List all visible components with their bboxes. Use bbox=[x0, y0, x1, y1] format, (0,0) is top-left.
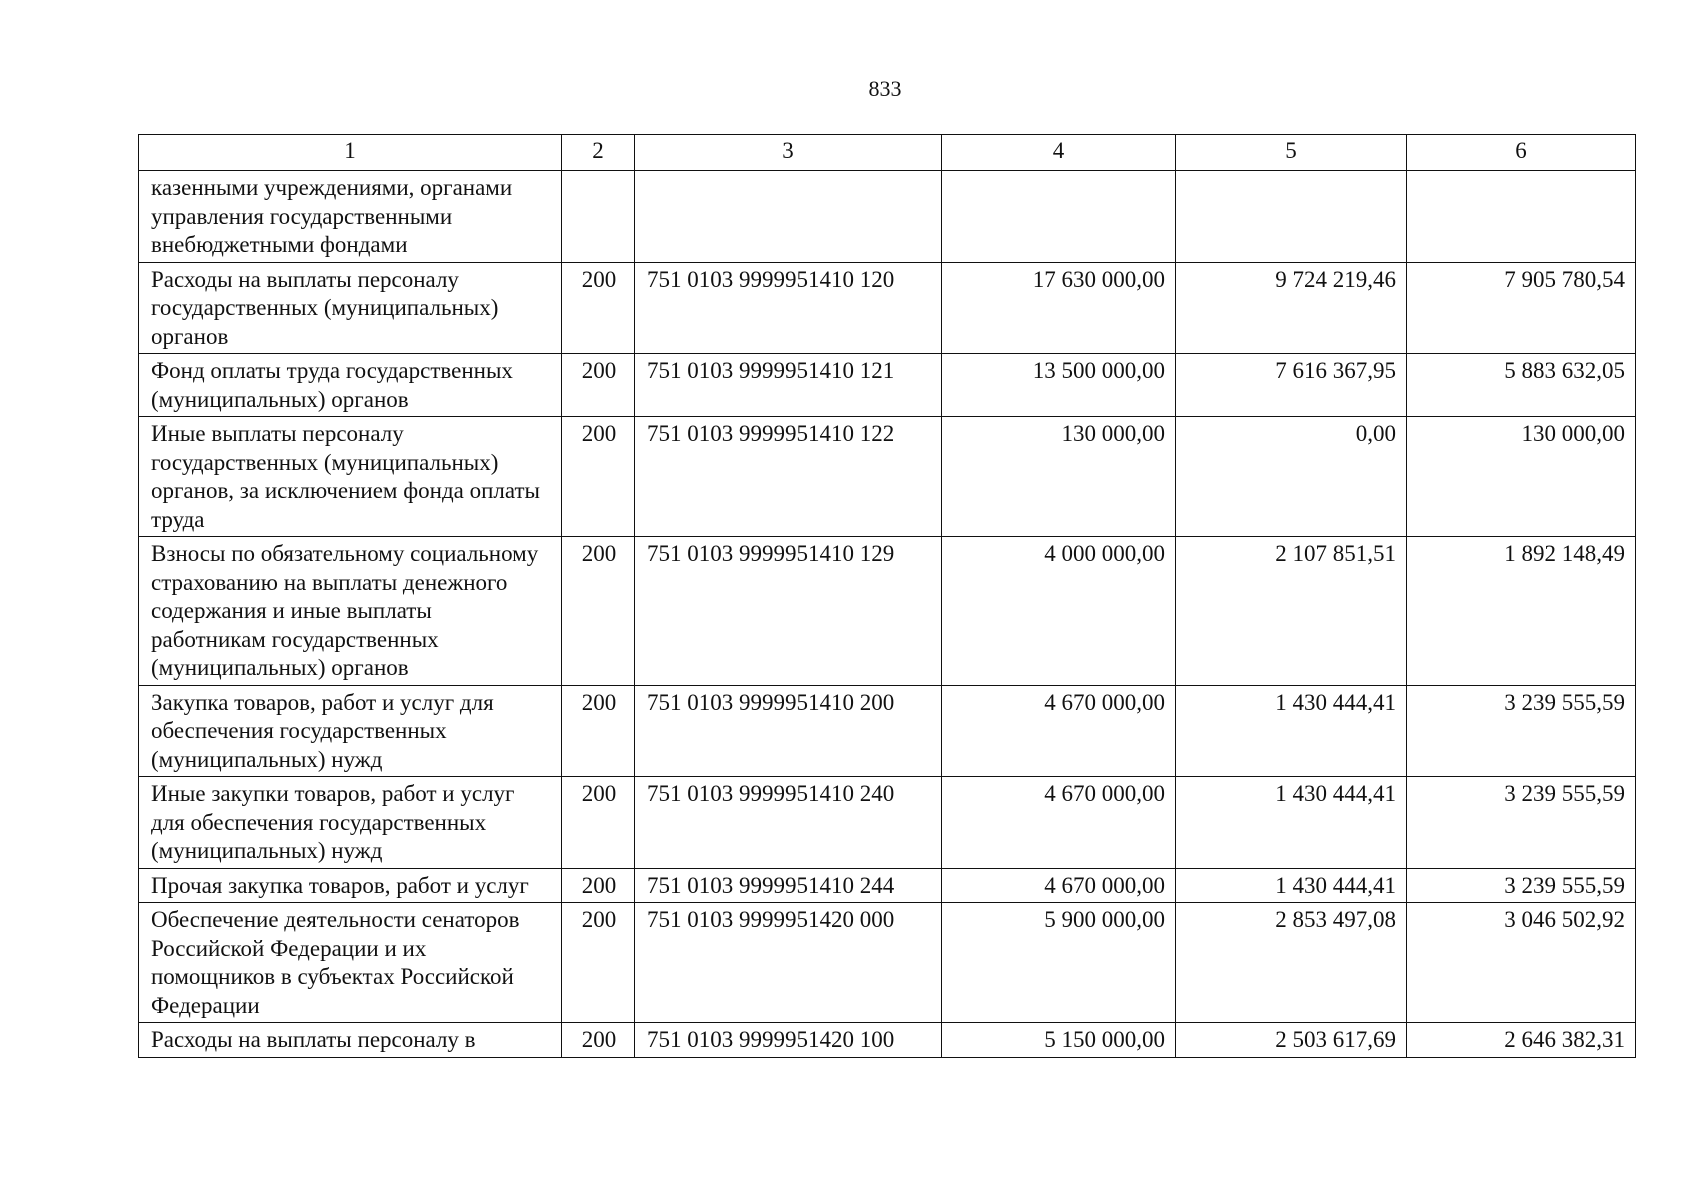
budget-code-cell: 751 0103 9999951410 129 bbox=[635, 537, 942, 686]
line-code-cell: 200 bbox=[562, 262, 635, 354]
table-row bbox=[139, 685, 1636, 777]
expense-name-cell: Обеспечение деятельности сенаторов Российской Федерации и их помощников в субъектах Российской Федерации bbox=[139, 903, 562, 1023]
approved-amount-cell: 4 670 000,00 bbox=[942, 868, 1176, 903]
column-header: 5 bbox=[1176, 135, 1407, 171]
table-row bbox=[139, 903, 1636, 1023]
approved-amount-cell: 17 630 000,00 bbox=[942, 262, 1176, 354]
budget-code-cell: 751 0103 9999951420 000 bbox=[635, 903, 942, 1023]
table-row bbox=[139, 171, 1636, 263]
unexecuted-amount-cell: 3 046 502,92 bbox=[1407, 903, 1636, 1023]
budget-code-cell: 751 0103 9999951410 120 bbox=[635, 262, 942, 354]
executed-amount-cell: 2 853 497,08 bbox=[1176, 903, 1407, 1023]
column-header: 3 bbox=[635, 135, 942, 171]
unexecuted-amount-cell: 3 239 555,59 bbox=[1407, 868, 1636, 903]
expense-name-cell: Иные закупки товаров, работ и услуг для обеспечения государственных (муниципальных) нужд bbox=[139, 777, 562, 869]
unexecuted-amount-cell: 2 646 382,31 bbox=[1407, 1023, 1636, 1058]
approved-amount-cell: 4 000 000,00 bbox=[942, 537, 1176, 686]
budget-execution-table bbox=[138, 134, 1636, 1058]
executed-amount-cell: 2 107 851,51 bbox=[1176, 537, 1407, 686]
executed-amount-cell: 1 430 444,41 bbox=[1176, 868, 1407, 903]
line-code-cell: 200 bbox=[562, 1023, 635, 1058]
column-header: 4 bbox=[942, 135, 1176, 171]
approved-amount-cell: 5 900 000,00 bbox=[942, 903, 1176, 1023]
expense-name-cell: Закупка товаров, работ и услуг для обеспечения государственных (муниципальных) нужд bbox=[139, 685, 562, 777]
budget-code-cell: 751 0103 9999951410 122 bbox=[635, 417, 942, 537]
line-code-cell: 200 bbox=[562, 777, 635, 869]
approved-amount-cell bbox=[942, 171, 1176, 263]
expense-name-cell: Иные выплаты персоналу государственных (муниципальных) органов, за исключением фонда оплаты труда bbox=[139, 417, 562, 537]
line-code-cell: 200 bbox=[562, 417, 635, 537]
unexecuted-amount-cell: 3 239 555,59 bbox=[1407, 685, 1636, 777]
budget-code-cell: 751 0103 9999951420 100 bbox=[635, 1023, 942, 1058]
unexecuted-amount-cell: 1 892 148,49 bbox=[1407, 537, 1636, 686]
executed-amount-cell: 7 616 367,95 bbox=[1176, 354, 1407, 417]
line-code-cell: 200 bbox=[562, 685, 635, 777]
line-code-cell: 200 bbox=[562, 868, 635, 903]
expense-name-cell: Прочая закупка товаров, работ и услуг bbox=[139, 868, 562, 903]
table-row bbox=[139, 537, 1636, 686]
line-code-cell: 200 bbox=[562, 903, 635, 1023]
table-row bbox=[139, 777, 1636, 869]
executed-amount-cell: 1 430 444,41 bbox=[1176, 685, 1407, 777]
unexecuted-amount-cell: 5 883 632,05 bbox=[1407, 354, 1636, 417]
budget-code-cell: 751 0103 9999951410 240 bbox=[635, 777, 942, 869]
page-number: 833 bbox=[868, 76, 902, 101]
unexecuted-amount-cell bbox=[1407, 171, 1636, 263]
approved-amount-cell: 5 150 000,00 bbox=[942, 1023, 1176, 1058]
expense-name-cell: казенными учреждениями, органами управления государственными внебюджетными фондами bbox=[139, 171, 562, 263]
table-row bbox=[139, 868, 1636, 903]
approved-amount-cell: 4 670 000,00 bbox=[942, 777, 1176, 869]
table-row bbox=[139, 262, 1636, 354]
table-row bbox=[139, 354, 1636, 417]
budget-code-cell bbox=[635, 171, 942, 263]
expense-name-cell: Фонд оплаты труда государственных (муниципальных) органов bbox=[139, 354, 562, 417]
unexecuted-amount-cell: 7 905 780,54 bbox=[1407, 262, 1636, 354]
expense-name-cell: Расходы на выплаты персоналу государственных (муниципальных) органов bbox=[139, 262, 562, 354]
unexecuted-amount-cell: 3 239 555,59 bbox=[1407, 777, 1636, 869]
column-header: 1 bbox=[139, 135, 562, 171]
column-number-row bbox=[139, 135, 1636, 171]
approved-amount-cell: 4 670 000,00 bbox=[942, 685, 1176, 777]
executed-amount-cell: 2 503 617,69 bbox=[1176, 1023, 1407, 1058]
line-code-cell: 200 bbox=[562, 354, 635, 417]
unexecuted-amount-cell: 130 000,00 bbox=[1407, 417, 1636, 537]
approved-amount-cell: 13 500 000,00 bbox=[942, 354, 1176, 417]
executed-amount-cell: 9 724 219,46 bbox=[1176, 262, 1407, 354]
budget-code-cell: 751 0103 9999951410 121 bbox=[635, 354, 942, 417]
budget-code-cell: 751 0103 9999951410 244 bbox=[635, 868, 942, 903]
line-code-cell: 200 bbox=[562, 537, 635, 686]
line-code-cell bbox=[562, 171, 635, 263]
column-header: 6 bbox=[1407, 135, 1636, 171]
executed-amount-cell bbox=[1176, 171, 1407, 263]
approved-amount-cell: 130 000,00 bbox=[942, 417, 1176, 537]
executed-amount-cell: 1 430 444,41 bbox=[1176, 777, 1407, 869]
table-row bbox=[139, 1023, 1636, 1058]
table-row bbox=[139, 417, 1636, 537]
executed-amount-cell: 0,00 bbox=[1176, 417, 1407, 537]
table-header bbox=[139, 135, 1636, 171]
budget-code-cell: 751 0103 9999951410 200 bbox=[635, 685, 942, 777]
column-header: 2 bbox=[562, 135, 635, 171]
expense-name-cell: Расходы на выплаты персоналу в bbox=[139, 1023, 562, 1058]
table-body bbox=[139, 171, 1636, 1058]
expense-name-cell: Взносы по обязательному социальному страхованию на выплаты денежного содержания и иные выплаты работникам государственных (муниципальных) органов bbox=[139, 537, 562, 686]
